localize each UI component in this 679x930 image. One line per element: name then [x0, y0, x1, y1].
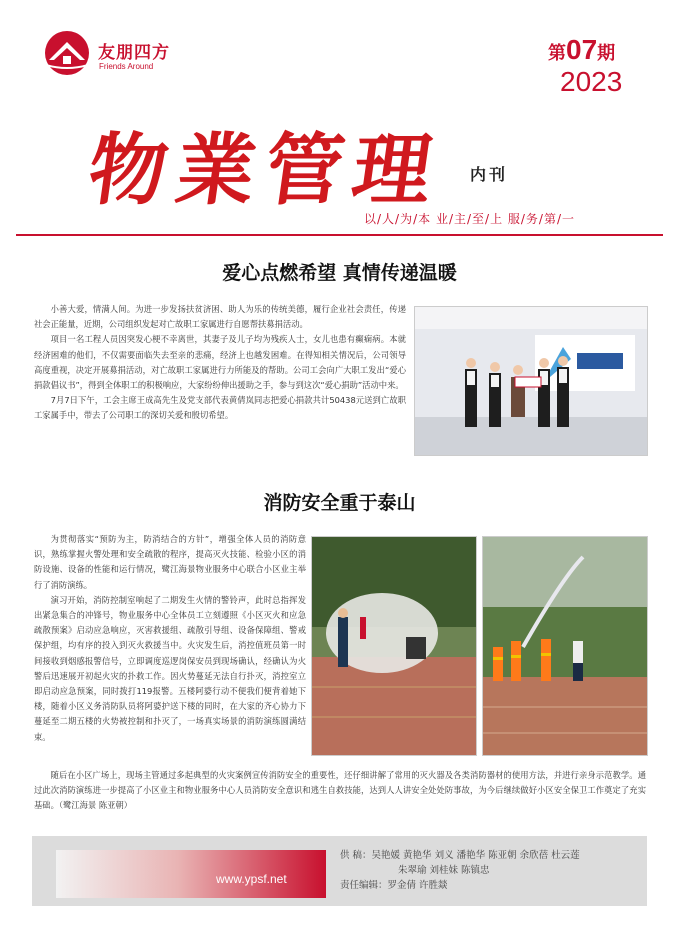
article2-paragraph: 为贯彻落实“预防为主，防消结合的方针”，增强全体人员的消防意识，熟练掌握火警处理和安全疏散的程序，提高灭火技能、检验小区的消防设施、设备的性能和运行情况，鹭江海景物业服务中心联合小区业主举行了消防演练。: [34, 534, 306, 590]
credits: [340, 848, 640, 893]
issue-year: 2023: [560, 66, 623, 97]
contributors-continued: 朱翠瑜 刘桂妹 陈镇忠: [398, 865, 490, 876]
article1-paragraph: 小善大爱，情满人间。为进一步发扬扶贫济困、助人为乐的传统美德，履行企业社会责任，传递社会正能量，近期，公司组织发起对亡故职工家属进行自愿帮扶募捐活动。: [34, 304, 406, 330]
article2-headline: 消防安全重于泰山: [263, 492, 416, 514]
contributors-label: 供 稿：: [340, 850, 372, 861]
contributors: 吴艳媛 黄艳华 刘义 潘艳华 陈亚朝 余欣蓓 杜云莲: [371, 850, 580, 861]
article2-paragraph: 演习开始，消防控制室响起了二期发生火情的警铃声，此时总指挥发出紧急集合的冲锋号，物业服务中心全体员工立刻遵照《小区灭火和应急疏散预案》启动应急响应，灭害救援组、疏散引导组、设备保障组、警戒保护组，均有序的投入到灭火救援当中。火灾发生后，消控值班员第一时间接收到烟感报警信号，立即调度巡逻岗保安员到现场确认，经确认为火警后迅速展开初起火灾的扑救工作。因火势蔓延无法自行扑灭，消控室立即启动应急预案，同时拨打119报警。五楼阿婆行动不便我们便背着她下楼，随着小区义务消防队员将阿婆护送下楼的同时，在大家的齐心协力下蔓延至二期五楼的火势被控制和扑灭了，一场真实场景的消防演练圆满结束。: [34, 594, 306, 742]
article1-body: [34, 302, 406, 424]
article2-body: [34, 532, 306, 745]
logo-chinese-name: 友朋四方: [98, 43, 170, 63]
editor-label: 责任编辑：: [340, 880, 388, 891]
logo-english-name: Friends Around: [99, 62, 154, 71]
article2-paragraph: 随后在小区广场上，现场主管通过多起典型的火灾案例宣传消防安全的重要性，还仔细讲解了常用的灭火器及各类消防器材的使用方法，并进行亲身示范教学。通过此次消防演练进一步提高了小区业主和物业服务中心人员消防安全意识和逃生自救技能，达到人人讲安全处处防事故，为今后继续做好小区安全保卫工作奠定了充实基础。（鹭江海景 陈亚朝）: [34, 770, 646, 811]
article1-paragraph: 项目一名工程人员因突发心梗不幸离世，其妻子及儿子均为残疾人士，女儿也患有癫痫病。本就经济困难的他们，不仅需要面临失去至亲的悲痛，经济上也越发困难。在得知相关情况后，公司领导高度重视，决定开展募捐活动，对亡故职工家属进行力所能及的帮助。公司工会向广大职工发出“爱心捐款倡议书”，得到全体职工的积极响应，大家纷纷伸出援助之手，参与到这次“爱心捐助”活动中来。: [34, 334, 406, 391]
header-divider: [16, 234, 663, 236]
slogan: 以/人/为/本 业/主/至/上 服/务/第/一: [364, 212, 576, 226]
issue-number: 第07期: [548, 34, 616, 65]
company-logo-icon: [44, 30, 90, 76]
donation-photo: [414, 306, 648, 456]
fire-drill-hose-photo: [482, 536, 648, 756]
internal-label: 内刊: [470, 165, 509, 184]
article1-headline: 爱心点燃希望 真情传递温暖: [222, 262, 457, 284]
article1-paragraph: 7月7日下午，工会主席王成高先生及党支部代表黄倩岚同志把爱心捐款共计50438元送到亡故职工家属手中，带去了公司职工的深切关爱和殷切希望。: [34, 395, 406, 421]
website-url[interactable]: www.ypsf.net: [216, 872, 287, 886]
editors: 罗金倩 许胜燚: [387, 880, 448, 891]
publication-title: 物業管理: [82, 125, 448, 216]
fire-drill-extinguisher-photo: [311, 536, 477, 756]
